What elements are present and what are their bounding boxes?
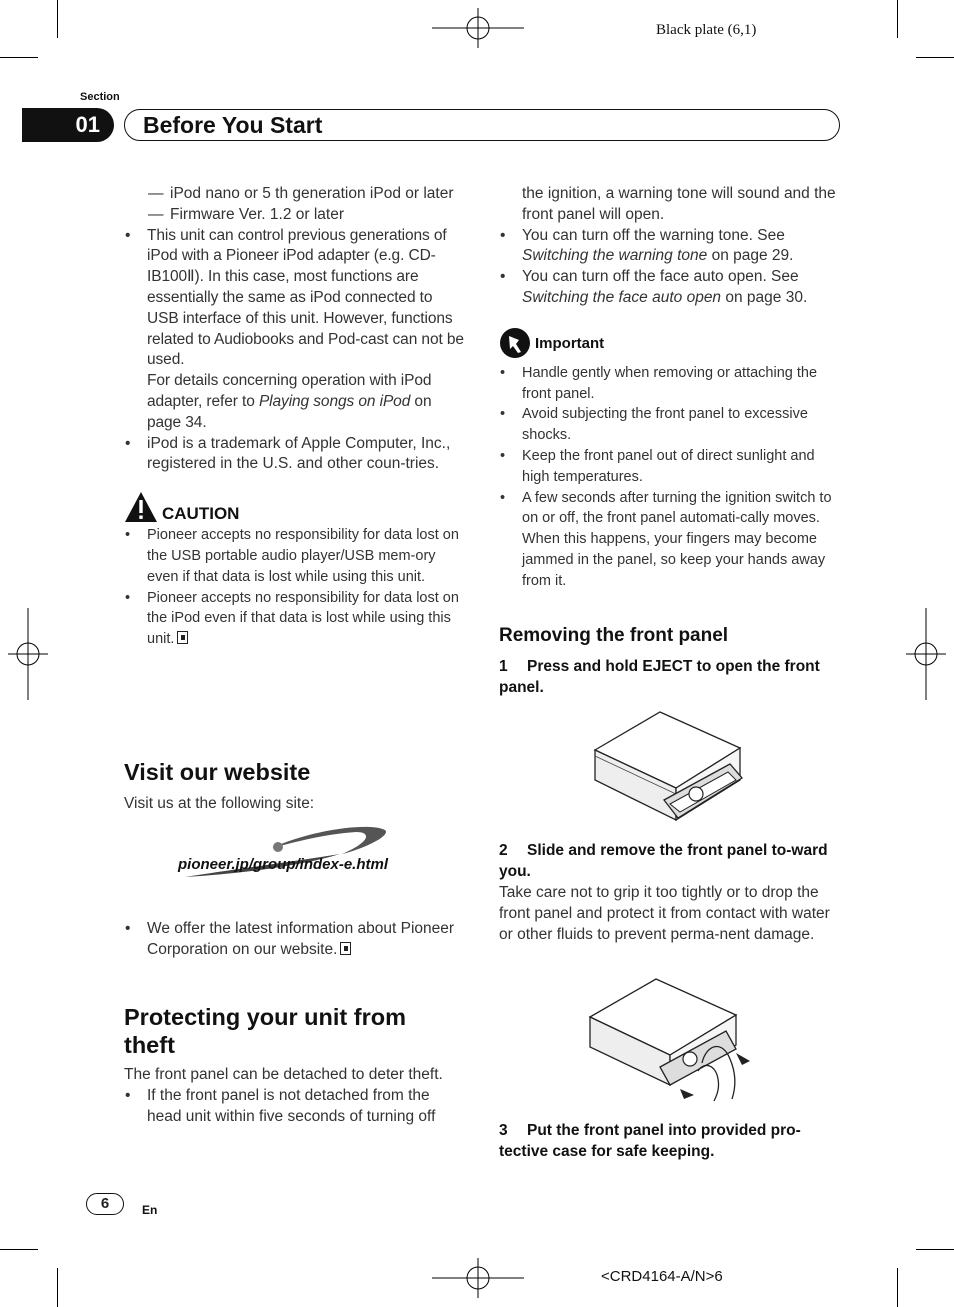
step-number: 2 <box>499 842 508 859</box>
important-item: • Avoid subjecting the front panel to excessive shocks. <box>499 404 844 446</box>
caution-title: CAUTION <box>162 504 240 524</box>
website-url[interactable]: pioneer.jp/group/index-e.html <box>178 856 389 873</box>
removing-heading: Removing the front panel <box>499 625 729 646</box>
right-column <box>499 184 844 592</box>
crop-mark <box>897 0 898 38</box>
ipod-requirement-item: — iPod nano or 5 th generation iPod or later <box>148 184 466 205</box>
list-item: • We offer the latest information about Pioneer Corporation on our website. <box>124 919 466 961</box>
ipod-requirement-item: — Firmware Ver. 1.2 or later <box>148 205 466 226</box>
crop-mark <box>916 1249 954 1250</box>
important-item: • A few seconds after turning the ignition switch to on or off, the front panel automati-cally moves. When this happens, your fingers may become jammed in the panel, so keep your hands away from it. <box>499 488 844 592</box>
theft-heading: Protecting your unit from theft <box>124 1004 406 1058</box>
list-item: • If the front panel is not detached from the head unit within five seconds of turning off <box>124 1086 466 1128</box>
registration-mark-icon <box>432 1258 524 1298</box>
crop-mark <box>916 57 954 58</box>
caution-item: • Pioneer accepts no responsibility for data lost on the iPod even if that data is lost while using this unit. <box>124 588 466 650</box>
warning-triangle-icon <box>124 491 158 523</box>
website-heading: Visit our website <box>124 759 311 785</box>
end-mark-icon <box>340 942 351 955</box>
remove-panel-illustration <box>586 975 756 1105</box>
unit-open-panel-illustration <box>590 708 750 826</box>
step-1: 1 Press and hold EJECT to open the front panel. <box>499 658 820 696</box>
website-intro: Visit us at the following site: <box>124 795 315 812</box>
step-2: 2 Slide and remove the front panel to-ward you. <box>499 842 828 880</box>
important-item: • Keep the front panel out of direct sunlight and high temperatures. <box>499 446 844 488</box>
crop-mark <box>897 1268 898 1307</box>
step-3: 3 Put the front panel into provided pro-tective case for safe keeping. <box>499 1122 801 1160</box>
left-column <box>124 184 466 650</box>
document-code: <CRD4164-A/N>6 <box>601 1268 723 1285</box>
page-number: 6 <box>86 1193 124 1215</box>
list-item: • You can turn off the face auto open. See Switching the face auto open on page 30. <box>499 267 844 309</box>
crop-mark <box>57 1268 58 1307</box>
important-item: • Handle gently when removing or attaching the front panel. <box>499 363 844 405</box>
pioneer-swoosh-logo-icon <box>160 822 400 882</box>
section-number: 01 <box>22 108 114 142</box>
continued-text: the ignition, a warning tone will sound and the front panel will open. <box>522 185 836 223</box>
list-item: • You can turn off the warning tone. See Switching the warning tone on page 29. <box>499 226 844 268</box>
section-title: Before You Start <box>124 109 840 141</box>
list-item: • This unit can control previous generations of iPod with a Pioneer iPod adapter (e.g. CD-IB100Ⅱ). In this case, most functions are essentially the same as iPod connected to USB interface of this unit. However, functions related to Audiobooks and Pod-cast can not be used. For details concerning operation with iPod adapter, refer to Playing songs on iPod on page 34. <box>124 226 466 434</box>
website-bullet <box>124 919 466 961</box>
theft-section <box>124 1065 466 1127</box>
cross-reference: Playing songs on iPod <box>258 392 411 410</box>
end-mark-icon <box>177 631 188 644</box>
step-2-body: Take care not to grip it too tightly or to drop the front panel and protect it from contact with water or other fluids to prevent perma-nent damage. <box>499 884 830 943</box>
cross-reference: Switching the face auto open <box>522 288 722 306</box>
crop-mark <box>0 57 38 58</box>
plate-label: Black plate (6,1) <box>656 22 757 38</box>
crop-mark <box>57 0 58 38</box>
important-title: Important <box>535 334 605 352</box>
theft-intro: The front panel can be detached to deter theft. <box>124 1066 443 1083</box>
important-header <box>499 327 844 363</box>
registration-mark-icon <box>432 8 524 48</box>
cross-reference: Switching the warning tone <box>522 247 708 265</box>
caution-header <box>124 491 466 525</box>
registration-mark-icon <box>906 608 946 700</box>
step-number: 1 <box>499 658 508 675</box>
step-number: 3 <box>499 1122 508 1139</box>
section-label: Section <box>80 91 120 103</box>
list-item: • iPod is a trademark of Apple Computer, Inc., registered in the U.S. and other coun-tries. <box>124 434 466 476</box>
language-label: En <box>142 1203 158 1217</box>
registration-mark-icon <box>8 608 48 700</box>
caution-item: • Pioneer accepts no responsibility for data lost on the USB portable audio player/USB mem-ory even if that data is lost while using this unit. <box>124 525 466 587</box>
important-icon <box>499 327 531 359</box>
crop-mark <box>0 1249 38 1250</box>
